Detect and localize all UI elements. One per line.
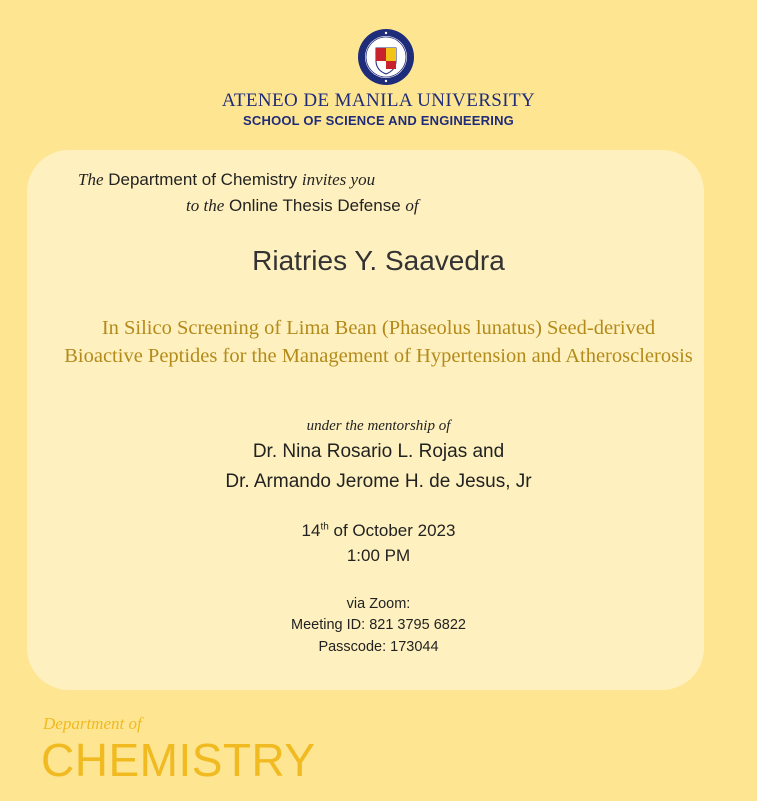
presenter-name: Riatries Y. Saavedra — [252, 245, 505, 276]
invite-of: of — [405, 196, 419, 215]
date-day: 14 — [301, 521, 321, 540]
adviser-1: Dr. Nina Rosario L. Rojas and — [252, 441, 505, 462]
defense-time: 1:00 PM — [346, 546, 411, 565]
footer-chemistry: CHEMISTRY — [41, 734, 316, 786]
meeting-id: Meeting ID: 821 3795 6822 — [291, 617, 466, 633]
invite-line-2 — [186, 196, 419, 216]
meeting-platform: via Zoom: — [346, 596, 411, 612]
school-name: SCHOOL OF SCIENCE AND ENGINEERING — [243, 113, 514, 128]
thesis-title: In Silico Screening of Lima Bean (Phaseolus lunatus) Seed-derived Bioactive Peptides for the Management of Hypertension and Atherosclerosis — [64, 317, 693, 367]
date-day-suffix: th — [320, 521, 329, 533]
invite-to-the: to the — [186, 196, 225, 215]
meeting-passcode: Passcode: 173044 — [318, 639, 439, 655]
adviser-2: Dr. Armando Jerome H. de Jesus, Jr — [225, 471, 532, 492]
invite-the: The — [78, 170, 104, 189]
university-seal — [357, 28, 415, 86]
footer-department-of: Department of — [43, 714, 142, 733]
mentorship-intro: under the mentorship of — [306, 418, 451, 434]
invite-invites-you: invites you — [301, 170, 376, 189]
invite-line-1 — [78, 170, 375, 190]
date-month-year: of October 2023 — [328, 521, 456, 540]
invite-event: Online Thesis Defense — [228, 196, 401, 215]
invite-department: Department of Chemistry — [108, 170, 298, 189]
defense-date — [0, 521, 757, 541]
university-name: ATENEO DE MANILA UNIVERSITY — [221, 90, 536, 111]
